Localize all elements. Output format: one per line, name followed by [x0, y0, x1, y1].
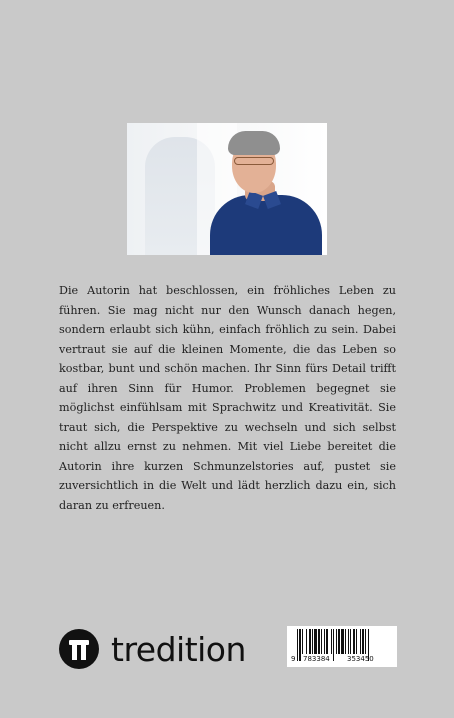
- barcode-bar: [365, 629, 366, 654]
- barcode-bar: [297, 629, 298, 661]
- barcode-group-1: 783384: [303, 655, 330, 663]
- barcode-bar: [356, 629, 357, 654]
- barcode-bar: [350, 629, 351, 654]
- publisher-name: tredition: [111, 629, 246, 669]
- isbn-barcode: [287, 626, 397, 667]
- barcode-bar: [302, 629, 303, 654]
- barcode-bar: [360, 629, 361, 654]
- barcode-bar: [312, 629, 313, 654]
- barcode-bar: [336, 629, 337, 654]
- barcode-bar: [333, 629, 334, 661]
- barcode-bar: [324, 629, 325, 654]
- barcode-bar: [299, 629, 301, 661]
- barcode-bar: [306, 629, 307, 654]
- barcode-bar: [362, 629, 364, 654]
- author-photo: [127, 123, 327, 255]
- author-hair: [228, 131, 280, 155]
- barcode-bar: [341, 629, 344, 654]
- glasses-icon: [234, 157, 274, 165]
- barcode-bar: [338, 629, 340, 654]
- barcode-bar: [353, 629, 355, 654]
- barcode-lead-digit: 9: [291, 655, 296, 663]
- barcode-bar: [331, 629, 332, 654]
- barcode-bar: [314, 629, 317, 654]
- publisher-logo: [59, 628, 246, 670]
- barcode-bar: [345, 629, 346, 654]
- barcode-bar: [309, 629, 311, 654]
- barcode-bar: [348, 629, 349, 654]
- tredition-logo-icon: [59, 629, 99, 669]
- barcode-bar: [318, 629, 320, 654]
- barcode-bar: [326, 629, 328, 654]
- barcode-group-2: 353450: [347, 655, 374, 663]
- barcode-bar: [321, 629, 322, 654]
- author-blurb: Die Autorin hat beschlossen, ein fröhliches Leben zu führen. Sie mag nicht nur den Wunsch danach hegen, sondern erlaubt sich kühn, einfach fröhlich zu sein. Dabei vertraut sie auf die kleinen Momente, die das Leben so kostbar, bunt und schön machen. Ihr Sinn fürs Detail trifft auf ihren Sinn für Humor. Problemen begegnet sie möglichst einfühlsam mit Sprachwitz und Kreativität. Sie traut sich, die Perspektive zu wechseln und sich selbst nicht allzu ernst zu nehmen. Mit viel Liebe bereitet die Autorin ihre kurzen Schmunzelstories auf, pustet sie zuversichtlich in die Welt und lädt herzlich dazu ein, sich daran zu erfreuen.: [59, 284, 396, 512]
